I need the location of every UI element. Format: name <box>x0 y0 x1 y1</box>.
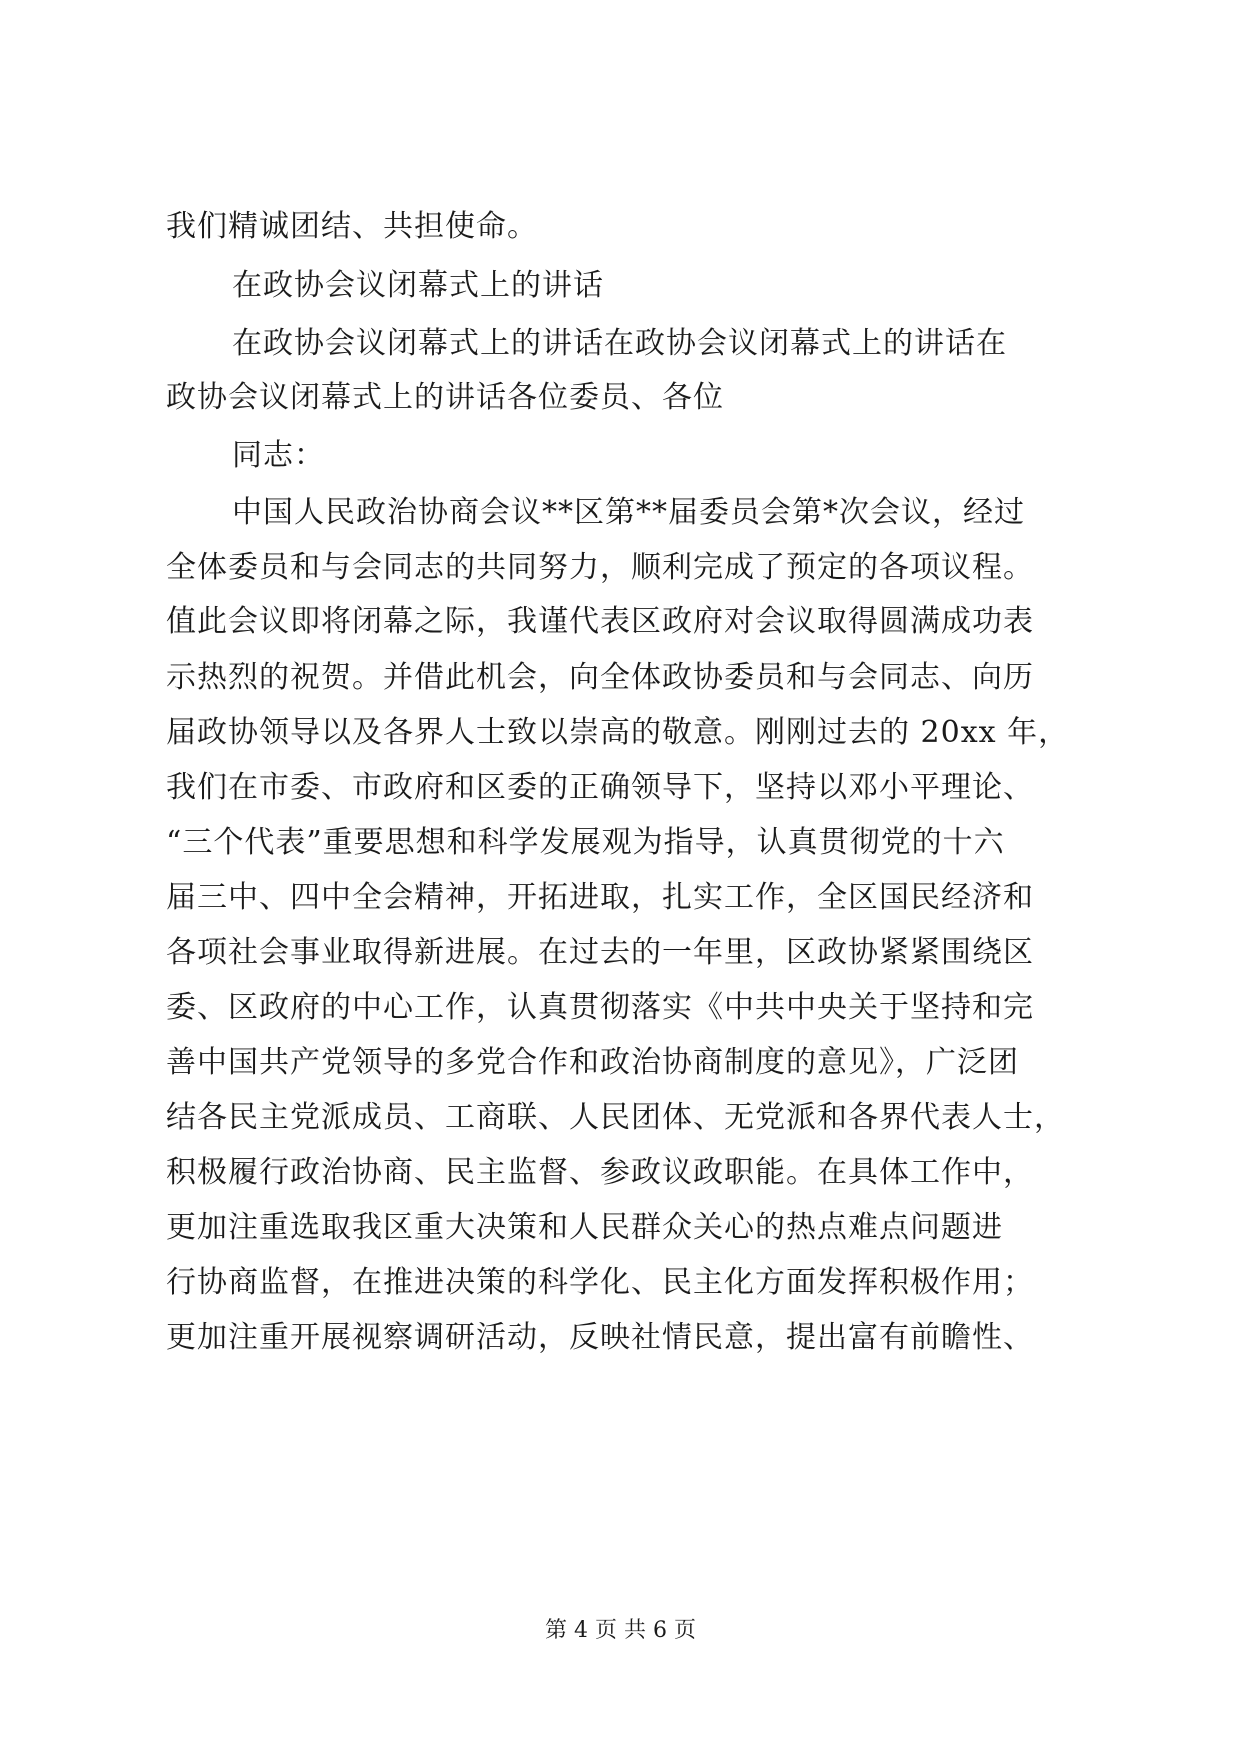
section-heading: 在政协会议闭幕式上的讲话 <box>232 268 604 303</box>
text-line: 结各民主党派成员、工商联、人民团体、无党派和各界代表人士， <box>166 1100 1065 1135</box>
text-line: 我们精诚团结、共担使命。 <box>166 209 538 244</box>
text-line: 在政协会议闭幕式上的讲话在政协会议闭幕式上的讲话在 <box>232 326 1007 361</box>
text-line: 届政协领导以及各界人士致以崇高的敬意。刚刚过去的 20xx 年， <box>166 715 1070 750</box>
text-line: 我们在市委、市政府和区委的正确领导下，坚持以邓小平理论、 <box>166 770 1034 805</box>
salutation: 同志： <box>232 438 325 473</box>
text-line: “三个代表”重要思想和科学发展观为指导，认真贯彻党的十六 <box>166 825 1005 860</box>
text-line: 更加注重开展视察调研活动，反映社情民意，提出富有前瞻性、 <box>166 1320 1034 1355</box>
text-line: 示热烈的祝贺。并借此机会，向全体政协委员和与会同志、向历 <box>166 660 1034 695</box>
text-line: 政协会议闭幕式上的讲话各位委员、各位 <box>166 380 724 415</box>
text-line: 善中国共产党领导的多党合作和政治协商制度的意见》，广泛团 <box>166 1045 1019 1080</box>
text-line: 值此会议即将闭幕之际，我谨代表区政府对会议取得圆满成功表 <box>166 604 1034 639</box>
text-line: 积极履行政治协商、民主监督、参政议政职能。在具体工作中， <box>166 1155 1034 1190</box>
text-line: 更加注重选取我区重大决策和人民群众关心的热点难点问题进 <box>166 1210 1003 1245</box>
text-line: 委、区政府的中心工作，认真贯彻落实《中共中央关于坚持和完 <box>166 990 1034 1025</box>
text-line: 行协商监督，在推进决策的科学化、民主化方面发挥积极作用； <box>166 1265 1034 1300</box>
text-line: 届三中、四中全会精神，开拓进取，扎实工作，全区国民经济和 <box>166 880 1034 915</box>
text-line: 全体委员和与会同志的共同努力，顺利完成了预定的各项议程。 <box>166 550 1034 585</box>
text-line: 中国人民政治协商会议**区第**届委员会第*次会议，经过 <box>232 495 1025 530</box>
text-line: 各项社会事业取得新进展。在过去的一年里，区政协紧紧围绕区 <box>166 935 1034 970</box>
page-number-footer: 第 4 页 共 6 页 <box>545 1618 696 1643</box>
